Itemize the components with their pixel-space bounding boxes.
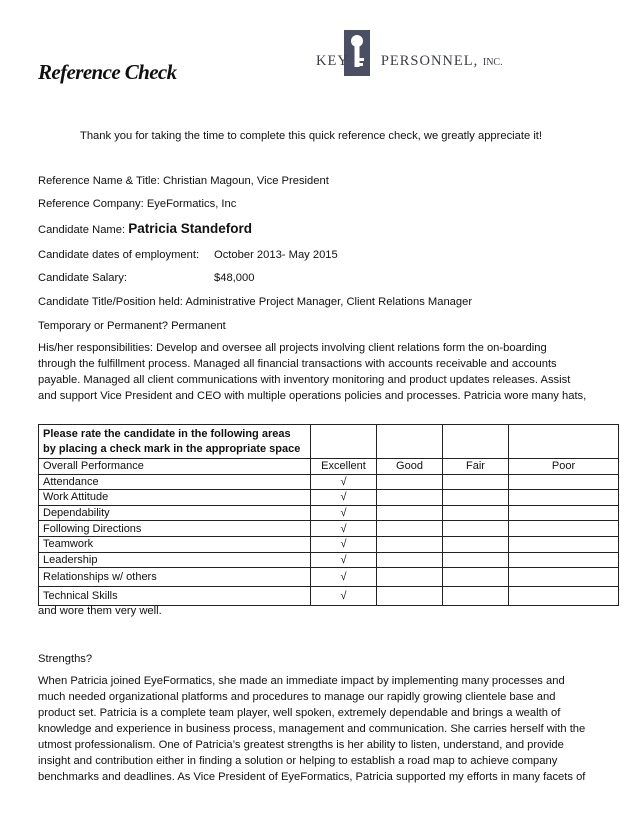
fair-cell[interactable] xyxy=(443,552,509,568)
poor-cell[interactable] xyxy=(509,490,619,506)
strengths-line: When Patricia joined EyeFormatics, she made an immediate impact by implementing many processes and xyxy=(38,675,565,687)
good-cell[interactable] xyxy=(377,587,443,606)
excellent-check-cell[interactable]: √ xyxy=(311,568,377,587)
poor-cell[interactable] xyxy=(509,505,619,521)
poor-cell[interactable] xyxy=(509,552,619,568)
poor-cell[interactable] xyxy=(509,521,619,537)
header-cell-empty xyxy=(377,425,443,459)
responsibilities-line: payable. Managed all client communications with inventory monitoring and product updates releases. Assist xyxy=(38,374,571,386)
fair-cell[interactable] xyxy=(443,536,509,552)
excellent-check-cell[interactable]: √ xyxy=(311,521,377,537)
intro-text: Thank you for taking the time to complete this quick reference check, we greatly appreciate it! xyxy=(80,130,543,142)
table-row xyxy=(39,490,619,506)
strengths-paragraph xyxy=(38,673,608,785)
column-header-good: Good xyxy=(377,459,443,475)
column-header-fair: Fair xyxy=(443,459,509,475)
candidate-name-label: Candidate Name: xyxy=(38,224,126,236)
table-row xyxy=(39,568,619,587)
strengths-line: benchmarks and deadlines. As Vice President of EyeFormatics, Patricia supported my efforts in many facets of xyxy=(38,771,586,783)
logo-word-key: KEY xyxy=(316,53,349,69)
excellent-check-cell[interactable]: √ xyxy=(311,536,377,552)
column-header-poor: Poor xyxy=(509,459,619,475)
fair-cell[interactable] xyxy=(443,505,509,521)
fair-cell[interactable] xyxy=(443,490,509,506)
page-title: Reference Check xyxy=(38,60,177,84)
table-row xyxy=(39,536,619,552)
column-header-overall: Overall Performance xyxy=(39,459,311,475)
table-row xyxy=(39,552,619,568)
row-label: Dependability xyxy=(39,505,311,521)
good-cell[interactable] xyxy=(377,568,443,587)
candidate-name-row xyxy=(38,221,252,238)
poor-cell[interactable] xyxy=(509,568,619,587)
good-cell[interactable] xyxy=(377,474,443,490)
ratings-table xyxy=(38,424,619,606)
header-cell-empty xyxy=(509,425,619,459)
responsibilities-line: through the fulfillment process. Managed all financial transactions with accounts receivable and accounts xyxy=(38,358,557,370)
row-label: Attendance xyxy=(39,474,311,490)
strengths-label: Strengths? xyxy=(38,653,93,665)
instructions-line: by placing a check mark in the appropriate space xyxy=(43,443,301,455)
fair-cell[interactable] xyxy=(443,568,509,587)
salary-value: $48,000 xyxy=(214,272,255,284)
table-row xyxy=(39,474,619,490)
strengths-line: much needed organizational platforms and procedures to manage our rapidly growing clientele base and xyxy=(38,691,556,703)
temporary-permanent: Temporary or Permanent? Permanent xyxy=(38,320,226,332)
employment-value: October 2013- May 2015 xyxy=(214,249,338,261)
ratings-instructions xyxy=(39,425,311,459)
responsibilities-line: and support Vice President and CEO with multiple operations policies and processes. Patricia wore many hats, xyxy=(38,390,587,402)
table-row xyxy=(39,521,619,537)
row-label: Leadership xyxy=(39,552,311,568)
strengths-line: product set. Patricia is a complete team player, well spoken, extremely dependable and brings a wealth of xyxy=(38,707,561,719)
logo-wordmark xyxy=(316,53,506,70)
good-cell[interactable] xyxy=(377,536,443,552)
row-label: Relationships w/ others xyxy=(39,568,311,587)
row-label: Following Directions xyxy=(39,521,311,537)
fair-cell[interactable] xyxy=(443,474,509,490)
fair-cell[interactable] xyxy=(443,587,509,606)
good-cell[interactable] xyxy=(377,505,443,521)
good-cell[interactable] xyxy=(377,552,443,568)
excellent-check-cell[interactable]: √ xyxy=(311,490,377,506)
company-logo xyxy=(316,30,506,82)
excellent-check-cell[interactable]: √ xyxy=(311,505,377,521)
fair-cell[interactable] xyxy=(443,521,509,537)
strengths-line: insight and contribution either in finding a solution or helping to establish a road map to achieve company xyxy=(38,755,558,767)
excellent-check-cell[interactable]: √ xyxy=(311,474,377,490)
employment-label: Candidate dates of employment: xyxy=(38,249,200,261)
poor-cell[interactable] xyxy=(509,474,619,490)
responsibilities-paragraph xyxy=(38,340,608,404)
row-label: Technical Skills xyxy=(39,587,311,606)
responsibilities-line: His/her responsibilities: Develop and oversee all projects involving client relations form the on-boarding xyxy=(38,342,547,354)
table-row xyxy=(39,505,619,521)
strengths-line: knowledge and experience in business process, management and communication. She carries herself with the xyxy=(38,723,586,735)
good-cell[interactable] xyxy=(377,521,443,537)
poor-cell[interactable] xyxy=(509,536,619,552)
good-cell[interactable] xyxy=(377,490,443,506)
title-held: Candidate Title/Position held: Administrative Project Manager, Client Relations Manager xyxy=(38,296,473,308)
reference-name: Reference Name & Title: Christian Magoun, Vice President xyxy=(38,175,329,187)
table-column-headers xyxy=(39,459,619,475)
row-label: Teamwork xyxy=(39,536,311,552)
logo-word-inc: INC. xyxy=(482,57,503,68)
row-label: Work Attitude xyxy=(39,490,311,506)
reference-company: Reference Company: EyeFormatics, Inc xyxy=(38,198,237,210)
logo-word-personnel: PERSONNEL, xyxy=(380,53,479,69)
excellent-check-cell[interactable]: √ xyxy=(311,587,377,606)
instructions-line: Please rate the candidate in the following areas xyxy=(43,428,291,440)
poor-cell[interactable] xyxy=(509,587,619,606)
table-header-row xyxy=(39,425,619,459)
after-table-text: and wore them very well. xyxy=(38,605,162,617)
column-header-excellent: Excellent xyxy=(311,459,377,475)
excellent-check-cell[interactable]: √ xyxy=(311,552,377,568)
header-cell-empty xyxy=(443,425,509,459)
salary-label: Candidate Salary: xyxy=(38,272,127,284)
header-cell-empty xyxy=(311,425,377,459)
candidate-name-value: Patricia Standeford xyxy=(128,221,252,236)
strengths-line: utmost professionalism. One of Patricia’s greatest strengths is her ability to listen, understand, and provide xyxy=(38,739,564,751)
